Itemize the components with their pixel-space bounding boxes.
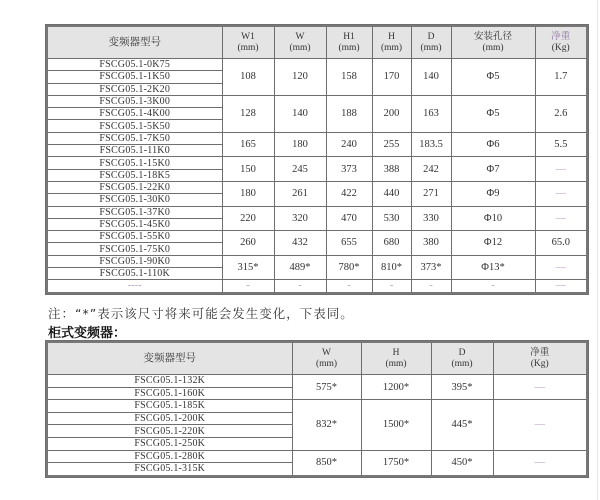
h1-cell: - <box>326 280 372 293</box>
h-cell: 200 <box>372 95 411 132</box>
model-cell: FSCG05.1-132K <box>47 375 292 388</box>
table-row <box>47 450 587 463</box>
h1-cell: 188 <box>326 95 372 132</box>
weight-cell: 5.5 <box>535 132 587 157</box>
table-row <box>47 400 587 413</box>
h1-cell: 240 <box>326 132 372 157</box>
w-cell: 850* <box>292 450 361 476</box>
hole-cell: Φ6 <box>451 132 535 157</box>
h1-cell: 655 <box>326 231 372 256</box>
w-cell: 261 <box>274 181 326 206</box>
header-h1: H1 (mm) <box>326 26 372 59</box>
w-cell: 832* <box>292 400 361 450</box>
w-cell: - <box>274 280 326 293</box>
h-cell: 170 <box>372 59 411 96</box>
h-cell: - <box>372 280 411 293</box>
h-cell: 680 <box>372 231 411 256</box>
model-cell: FSCG05.1-2K20 <box>47 83 222 95</box>
weight-cell: — <box>493 375 587 400</box>
header-row <box>47 342 587 375</box>
h1-cell: 373 <box>326 157 372 182</box>
model-cell: FSCG05.1-15K0 <box>47 157 222 169</box>
table-row <box>47 132 587 144</box>
page-edge-divider <box>597 0 598 500</box>
header-d: D (mm) <box>431 342 493 375</box>
weight-cell: 65.0 <box>535 231 587 256</box>
model-cell: FSCG05.1-22K0 <box>47 181 222 193</box>
model-cell: FSCG05.1-7K50 <box>47 132 222 144</box>
w1-cell: 108 <box>222 59 274 96</box>
weight-cell: — <box>535 255 587 280</box>
d-cell: 450* <box>431 450 493 476</box>
weight-cell: — <box>493 400 587 450</box>
table-row <box>47 280 587 293</box>
w-cell: 320 <box>274 206 326 231</box>
weight-cell: 2.6 <box>535 95 587 132</box>
footnote: 注：“*”表示该尺寸将来可能会发生变化，下表同。 <box>48 306 354 321</box>
w1-cell: 150 <box>222 157 274 182</box>
d-cell: 395* <box>431 375 493 400</box>
h-cell: 1200* <box>361 375 431 400</box>
h1-cell: 158 <box>326 59 372 96</box>
w-cell: 575* <box>292 375 361 400</box>
hole-cell: Φ12 <box>451 231 535 256</box>
hole-cell: Φ5 <box>451 95 535 132</box>
w1-cell: 128 <box>222 95 274 132</box>
h-cell: 810* <box>372 255 411 280</box>
header-w: W (mm) <box>274 26 326 59</box>
h1-cell: 780* <box>326 255 372 280</box>
header-model: 变频器型号 <box>47 342 292 375</box>
model-cell: FSCG05.1-11K0 <box>47 145 222 157</box>
h-cell: 440 <box>372 181 411 206</box>
weight-cell: — <box>535 181 587 206</box>
table-row <box>47 181 587 193</box>
model-cell: FSCG05.1-280K <box>47 450 292 463</box>
model-cell: FSCG05.1-4K00 <box>47 108 222 120</box>
weight-cell: — <box>493 450 587 476</box>
header-w: W (mm) <box>292 342 361 375</box>
model-cell: FSCG05.1-90K0 <box>47 255 222 267</box>
w-cell: 245 <box>274 157 326 182</box>
w1-cell: 260 <box>222 231 274 256</box>
h-cell: 1500* <box>361 400 431 450</box>
panel-inverter-dimension-table <box>46 25 588 294</box>
h-cell: 388 <box>372 157 411 182</box>
header-model: 变频器型号 <box>47 26 222 59</box>
model-cell: FSCG05.1-1K50 <box>47 71 222 83</box>
d-cell: 183.5 <box>411 132 451 157</box>
d-cell: 330 <box>411 206 451 231</box>
table-row <box>47 59 587 71</box>
h1-cell: 422 <box>326 181 372 206</box>
header-w1: W1 (mm) <box>222 26 274 59</box>
h1-cell: 470 <box>326 206 372 231</box>
table-row <box>47 206 587 218</box>
h-cell: 255 <box>372 132 411 157</box>
model-cell: FSCG05.1-3K00 <box>47 95 222 107</box>
model-cell: FSCG05.1-37K0 <box>47 206 222 218</box>
hole-cell: Φ9 <box>451 181 535 206</box>
w1-cell: 180 <box>222 181 274 206</box>
model-cell: FSCG05.1-75K0 <box>47 243 222 255</box>
h-cell: 1750* <box>361 450 431 476</box>
section-title: 柜式变频器： <box>48 326 127 341</box>
d-cell: 373* <box>411 255 451 280</box>
w1-cell: 220 <box>222 206 274 231</box>
weight-cell: — <box>535 206 587 231</box>
header-weight: 净重 (Kg) <box>535 26 587 59</box>
d-cell: 163 <box>411 95 451 132</box>
w-cell: 120 <box>274 59 326 96</box>
h-cell: 530 <box>372 206 411 231</box>
table-row <box>47 255 587 267</box>
w-cell: 489* <box>274 255 326 280</box>
model-cell: FSCG05.1-250K <box>47 437 292 450</box>
model-cell: FSCG05.1-45K0 <box>47 218 222 230</box>
hole-cell: Φ5 <box>451 59 535 96</box>
header-hole: 安装孔径 (mm) <box>451 26 535 59</box>
model-cell: FSCG05.1-0K75 <box>47 59 222 71</box>
w-cell: 432 <box>274 231 326 256</box>
model-cell: FSCG05.1-110K <box>47 268 222 280</box>
model-cell: FSCG05.1-160K <box>47 387 292 400</box>
d-cell: 445* <box>431 400 493 450</box>
weight-cell: — <box>535 157 587 182</box>
hole-cell: Φ13* <box>451 255 535 280</box>
d-cell: 271 <box>411 181 451 206</box>
hole-cell: Φ10 <box>451 206 535 231</box>
d-cell: 242 <box>411 157 451 182</box>
model-cell: FSCG05.1-315K <box>47 463 292 476</box>
w1-cell: 165 <box>222 132 274 157</box>
w-cell: 180 <box>274 132 326 157</box>
model-cell: FSCG05.1-55K0 <box>47 231 222 243</box>
weight-cell: — <box>535 280 587 293</box>
model-cell: FSCG05.1-30K0 <box>47 194 222 206</box>
model-cell: FSCG05.1-5K50 <box>47 120 222 132</box>
w1-cell: 315* <box>222 255 274 280</box>
model-cell: ---- <box>47 280 222 293</box>
header-row <box>47 26 587 59</box>
hole-cell: Φ7 <box>451 157 535 182</box>
w1-cell: - <box>222 280 274 293</box>
d-cell: - <box>411 280 451 293</box>
cabinet-inverter-dimension-table <box>46 341 588 477</box>
hole-cell: - <box>451 280 535 293</box>
weight-cell: 1.7 <box>535 59 587 96</box>
header-weight: 净重 (Kg) <box>493 342 587 375</box>
header-h: H (mm) <box>361 342 431 375</box>
model-cell: FSCG05.1-18K5 <box>47 169 222 181</box>
model-cell: FSCG05.1-185K <box>47 400 292 413</box>
table-row <box>47 231 587 243</box>
table-row <box>47 157 587 169</box>
model-cell: FSCG05.1-200K <box>47 412 292 425</box>
model-cell: FSCG05.1-220K <box>47 425 292 438</box>
header-h: H (mm) <box>372 26 411 59</box>
header-d: D (mm) <box>411 26 451 59</box>
d-cell: 380 <box>411 231 451 256</box>
w-cell: 140 <box>274 95 326 132</box>
table-row <box>47 95 587 107</box>
table-row <box>47 375 587 388</box>
d-cell: 140 <box>411 59 451 96</box>
